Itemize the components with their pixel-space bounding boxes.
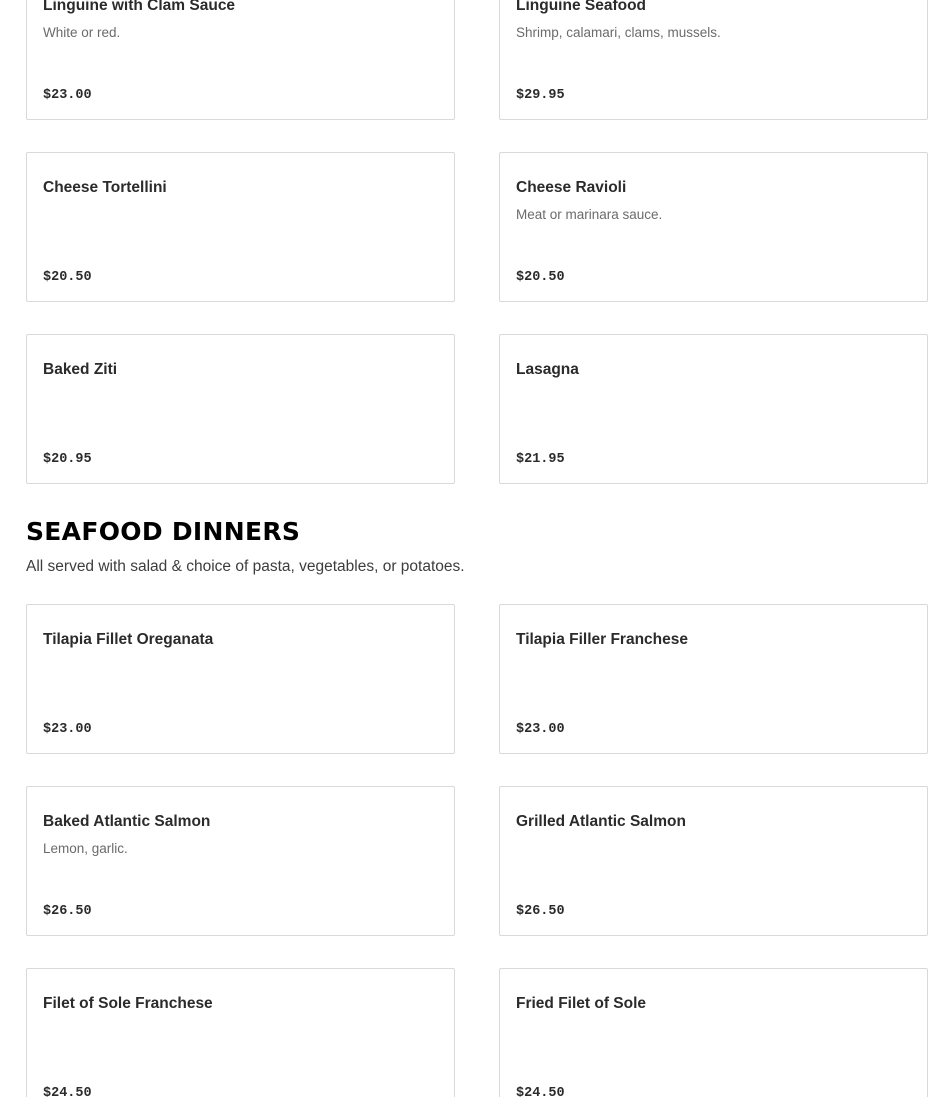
menu-item-card[interactable] (499, 968, 928, 1097)
item-price: $23.00 (516, 722, 565, 737)
menu-item-card[interactable] (499, 604, 928, 754)
item-price: $20.95 (43, 452, 92, 467)
menu-item-card[interactable] (26, 604, 455, 754)
item-name: Baked Ziti (43, 361, 118, 378)
item-price: $29.95 (516, 88, 565, 103)
item-name: Baked Atlantic Salmon (43, 813, 211, 830)
seafood-items-grid (26, 604, 928, 1097)
item-name: Linguine Seafood (516, 0, 647, 14)
item-price: $24.50 (516, 1086, 565, 1097)
menu-item-card[interactable] (499, 152, 928, 302)
pasta-items-grid (26, 0, 928, 484)
menu-item-card[interactable] (26, 968, 455, 1097)
item-price: $23.00 (43, 722, 92, 737)
item-description: Meat or marinara sauce. (516, 207, 663, 222)
item-name: Tilapia Fillet Oreganata (43, 631, 214, 648)
item-name: Linguine with Clam Sauce (43, 0, 236, 14)
item-name: Cheese Tortellini (43, 179, 167, 196)
item-price: $24.50 (43, 1086, 92, 1097)
seafood-section-header (26, 514, 465, 576)
item-name: Fried Filet of Sole (516, 995, 647, 1012)
item-price: $23.00 (43, 88, 92, 103)
menu-item-card[interactable] (499, 786, 928, 936)
menu-item-card[interactable] (26, 334, 455, 484)
item-price: $26.50 (516, 904, 565, 919)
item-name: Grilled Atlantic Salmon (516, 813, 686, 830)
item-price: $20.50 (516, 270, 565, 285)
item-name: Cheese Ravioli (516, 179, 627, 196)
menu-item-card[interactable] (26, 152, 455, 302)
item-name: Tilapia Filler Franchese (516, 631, 689, 648)
item-description: Lemon, garlic. (43, 841, 128, 856)
menu-item-card[interactable] (499, 334, 928, 484)
menu-item-card[interactable] (26, 786, 455, 936)
item-name: Lasagna (516, 361, 579, 378)
item-description: Shrimp, calamari, clams, mussels. (516, 25, 721, 40)
item-price: $26.50 (43, 904, 92, 919)
section-subtitle: All served with salad & choice of pasta, vegetables, or potatoes. (26, 558, 465, 575)
item-price: $21.95 (516, 452, 565, 467)
menu-item-card[interactable] (26, 0, 455, 120)
item-name: Filet of Sole Franchese (43, 995, 213, 1012)
section-title: SEAFOOD DINNERS (26, 517, 301, 546)
item-description: White or red. (43, 25, 121, 40)
item-price: $20.50 (43, 270, 92, 285)
menu-item-card[interactable] (499, 0, 928, 120)
